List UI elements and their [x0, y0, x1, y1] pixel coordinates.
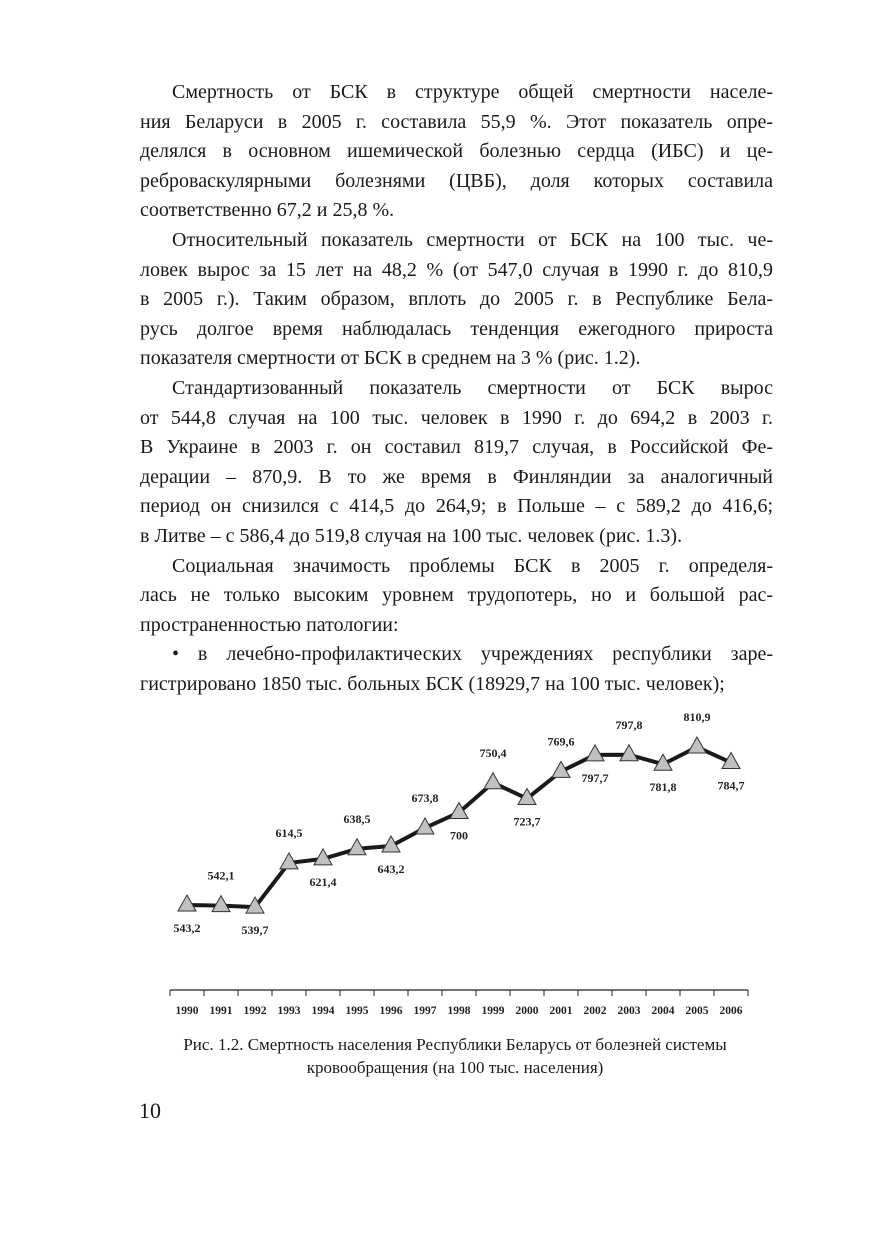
data-point-triangle	[688, 737, 706, 753]
paragraph-line: делялся в основном ишемической болезнью сердца (ИБС) и це-	[140, 140, 773, 163]
data-label: 614,5	[275, 825, 303, 840]
data-label: 784,7	[717, 778, 745, 793]
x-tick-label: 1990	[175, 1005, 199, 1017]
paragraph-line: В Украине в 2003 г. он составил 819,7 случая, в Российской Фе-	[140, 436, 773, 459]
data-label: 621,4	[309, 874, 337, 889]
paragraph-line: Социальная значимость проблемы БСК в 2005 г. определя-	[172, 554, 773, 577]
x-tick-label: 1993	[277, 1005, 301, 1017]
paragraph-line: реброваскулярными болезнями (ЦВБ), доля которых составила	[140, 169, 773, 192]
data-label: 700	[450, 828, 468, 843]
paragraph-line: в Литве – с 586,4 до 519,8 случая на 100 тыс. человек (рис. 1.3).	[140, 524, 683, 547]
series-line	[187, 747, 731, 907]
paragraph-line: Смертность от БСК в структуре общей смертности населе-	[172, 81, 773, 103]
x-tick-label: 1998	[447, 1005, 471, 1017]
data-label: 769,6	[547, 734, 575, 749]
x-tick-label: 2006	[719, 1005, 743, 1017]
data-label: 673,8	[411, 790, 439, 805]
x-tick-label: 1996	[379, 1005, 403, 1017]
data-label: 750,4	[479, 745, 507, 760]
paragraph-line: Относительный показатель смертности от БСК на 100 тыс. че-	[172, 228, 773, 251]
x-tick-label: 1997	[413, 1005, 437, 1017]
body-text	[140, 78, 773, 699]
paragraph-line: от 544,8 случая на 100 тыс. человек в 1990 г. до 694,2 в 2003 г.	[140, 406, 773, 429]
data-label: 797,7	[581, 770, 609, 785]
x-tick-label: 2000	[515, 1005, 539, 1017]
paragraph-line: Стандартизованный показатель смертности от БСК вырос	[172, 376, 773, 399]
data-label: 643,2	[377, 862, 405, 876]
data-label: 810,9	[683, 710, 711, 725]
paragraph-line: русь долгое время наблюдалась тенденция ежегодного прироста	[140, 317, 773, 340]
paragraph-line: гистрировано 1850 тыс. больных БСК (18929,7 на 100 тыс. человек);	[140, 672, 725, 695]
paragraph-line: соответственно 67,2 и 25,8 %.	[140, 199, 395, 222]
paragraph-line: дерации – 870,9. В то же время в Финляндии за аналогичный	[140, 465, 773, 488]
x-tick-label: 2001	[549, 1005, 573, 1017]
x-tick-label: 1992	[243, 1005, 267, 1017]
figure-caption	[120, 1033, 790, 1079]
data-label: 542,1	[207, 868, 235, 883]
data-label: 781,8	[649, 780, 677, 795]
x-tick-label: 2005	[685, 1005, 709, 1017]
x-tick-label: 2002	[583, 1005, 607, 1017]
data-point-triangle	[620, 745, 638, 761]
x-tick-label: 2003	[617, 1005, 641, 1017]
x-tick-label: 2004	[651, 1005, 675, 1017]
data-point-triangle	[178, 895, 196, 911]
paragraph-line: ловек вырос за 15 лет на 48,2 % (от 547,0 случая в 1990 г. до 810,9	[140, 258, 773, 281]
x-tick-label: 1995	[345, 1005, 369, 1017]
x-tick-label: 1991	[209, 1005, 233, 1017]
data-label: 543,2	[173, 921, 201, 935]
x-tick-label: 1999	[481, 1005, 505, 1017]
data-label: 723,7	[513, 814, 541, 829]
data-label: 539,7	[241, 923, 269, 938]
data-label: 797,8	[615, 717, 643, 732]
caption-line-1: Рис. 1.2. Смертность населения Республики Беларусь от болезней системы	[183, 1035, 727, 1054]
data-label: 638,5	[343, 811, 371, 826]
paragraph-line: • в лечебно-профилактических учреждениях республики заре-	[172, 643, 773, 666]
mortality-line-chart	[0, 690, 875, 1030]
paragraph-line: ния Беларуси в 2005 г. составила 55,9 %. Этот показатель опре-	[140, 110, 773, 133]
data-point-triangle	[484, 773, 502, 789]
caption-line-2: кровообращения (на 100 тыс. населения)	[306, 1058, 604, 1077]
paragraph-line: показателя смертности от БСК в среднем на 3 % (рис. 1.2).	[140, 347, 641, 370]
x-tick-label: 1994	[311, 1005, 335, 1017]
page-number: 10	[139, 1098, 161, 1123]
paragraph-line: период он снизился с 414,5 до 264,9; в Польше – с 589,2 до 416,6;	[140, 495, 773, 518]
paragraph-line: в 2005 г.). Таким образом, вплоть до 2005 г. в Республике Бела-	[140, 288, 773, 311]
paragraph-line: пространенностью патологии:	[140, 613, 399, 636]
paragraph-line: лась не только высоким уровнем трудопотерь, но и большой рас-	[140, 584, 773, 607]
